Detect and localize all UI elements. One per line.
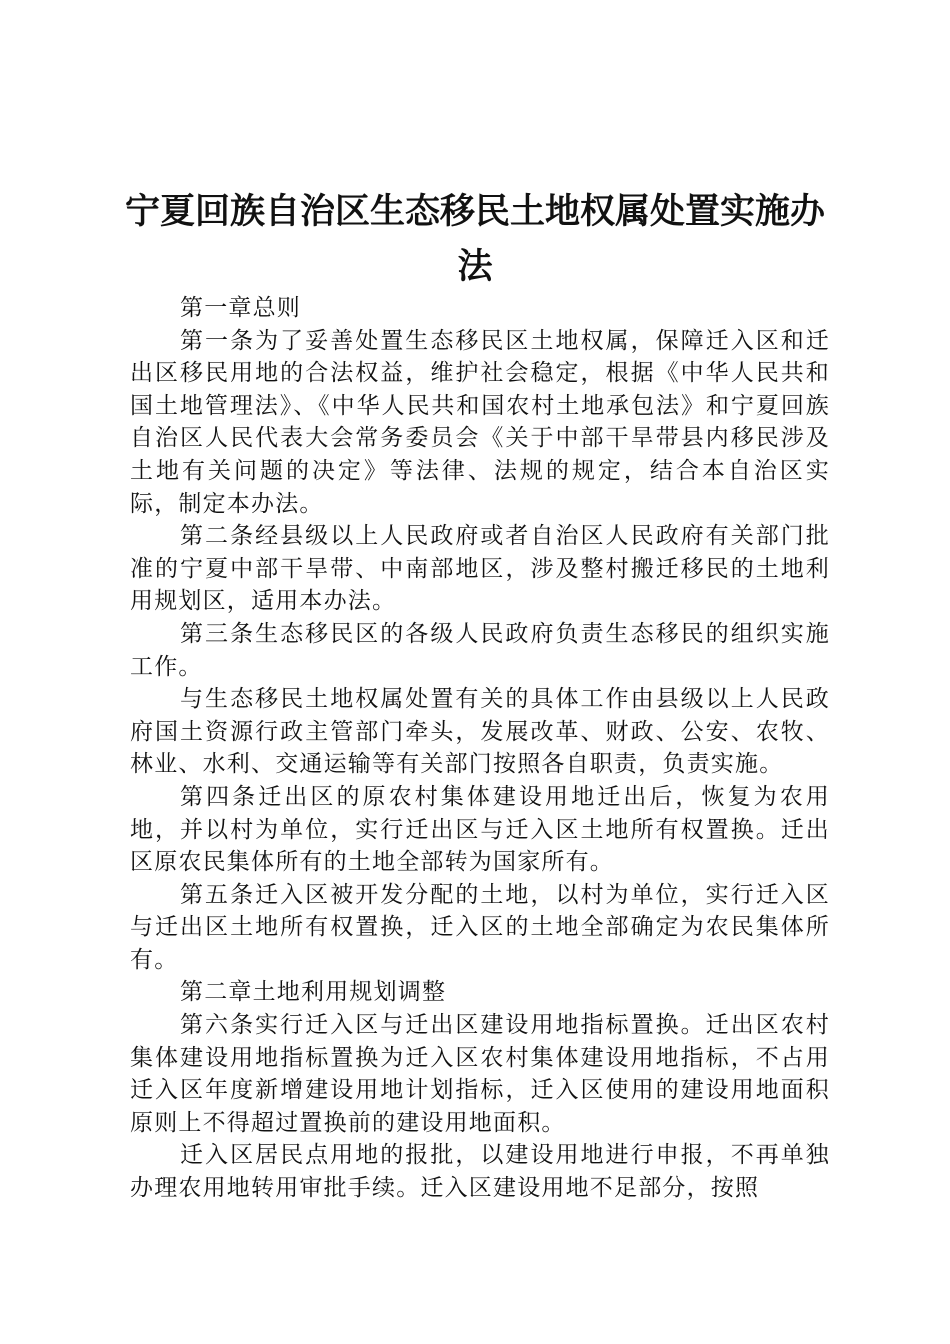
article-paragraph: 第六条实行迁入区与迁出区建设用地指标置换。迁出区农村集体建设用地指标置换为迁入区农村集体建设用地指标，不占用迁入区年度新增建设用地计划指标，迁入区使用的建设用地面积原则上不得超过置换前的建设用地面积。 [130,1012,830,1136]
article-paragraph: 第三条生态移民区的各级人民政府负责生态移民的组织实施工作。 [130,620,830,680]
chapter-heading: 第一章总则 [180,295,301,321]
article-paragraph: 第二条经县级以上人民政府或者自治区人民政府有关部门批准的宁夏中部干旱带、中南部地区，涉及整村搬迁移民的土地利用规划区，适用本办法。 [130,523,830,615]
article-paragraph: 第一条为了妥善处置生态移民区土地权属，保障迁入区和迁出区移民用地的合法权益，维护社会稳定，根据《中华人民共和国土地管理法》、《中华人民共和国农村土地承包法》和宁夏回族自治区人民代表大会常务委员会《关于中部干旱带县内移民涉及土地有关问题的决定》等法律、法规的规定，结合本自治区实际，制定本办法。 [130,327,830,517]
article-paragraph: 迁入区居民点用地的报批，以建设用地进行申报，不再单独办理农用地转用审批手续。迁入区建设用地不足部分，按照 [130,1142,830,1202]
article-paragraph: 第四条迁出区的原农村集体建设用地迁出后，恢复为农用地，并以村为单位，实行迁出区与迁入区土地所有权置换。迁出区原农民集体所有的土地全部转为国家所有。 [130,783,830,876]
article-paragraph: 与生态移民土地权属处置有关的具体工作由县级以上人民政府国土资源行政主管部门牵头，发展改革、财政、公安、农牧、林业、水利、交通运输等有关部门按照各自职责，负责实施。 [130,686,830,778]
document-body [130,292,830,1205]
chapter-heading: 第二章土地利用规划调整 [180,979,447,1006]
article-paragraph: 第五条迁入区被开发分配的土地，以村为单位，实行迁入区与迁出区土地所有权置换，迁入区的土地全部确定为农民集体所有。 [130,881,830,973]
document-title: 宁夏回族自治区生态移民土地权属处置实施办法 [124,191,825,287]
